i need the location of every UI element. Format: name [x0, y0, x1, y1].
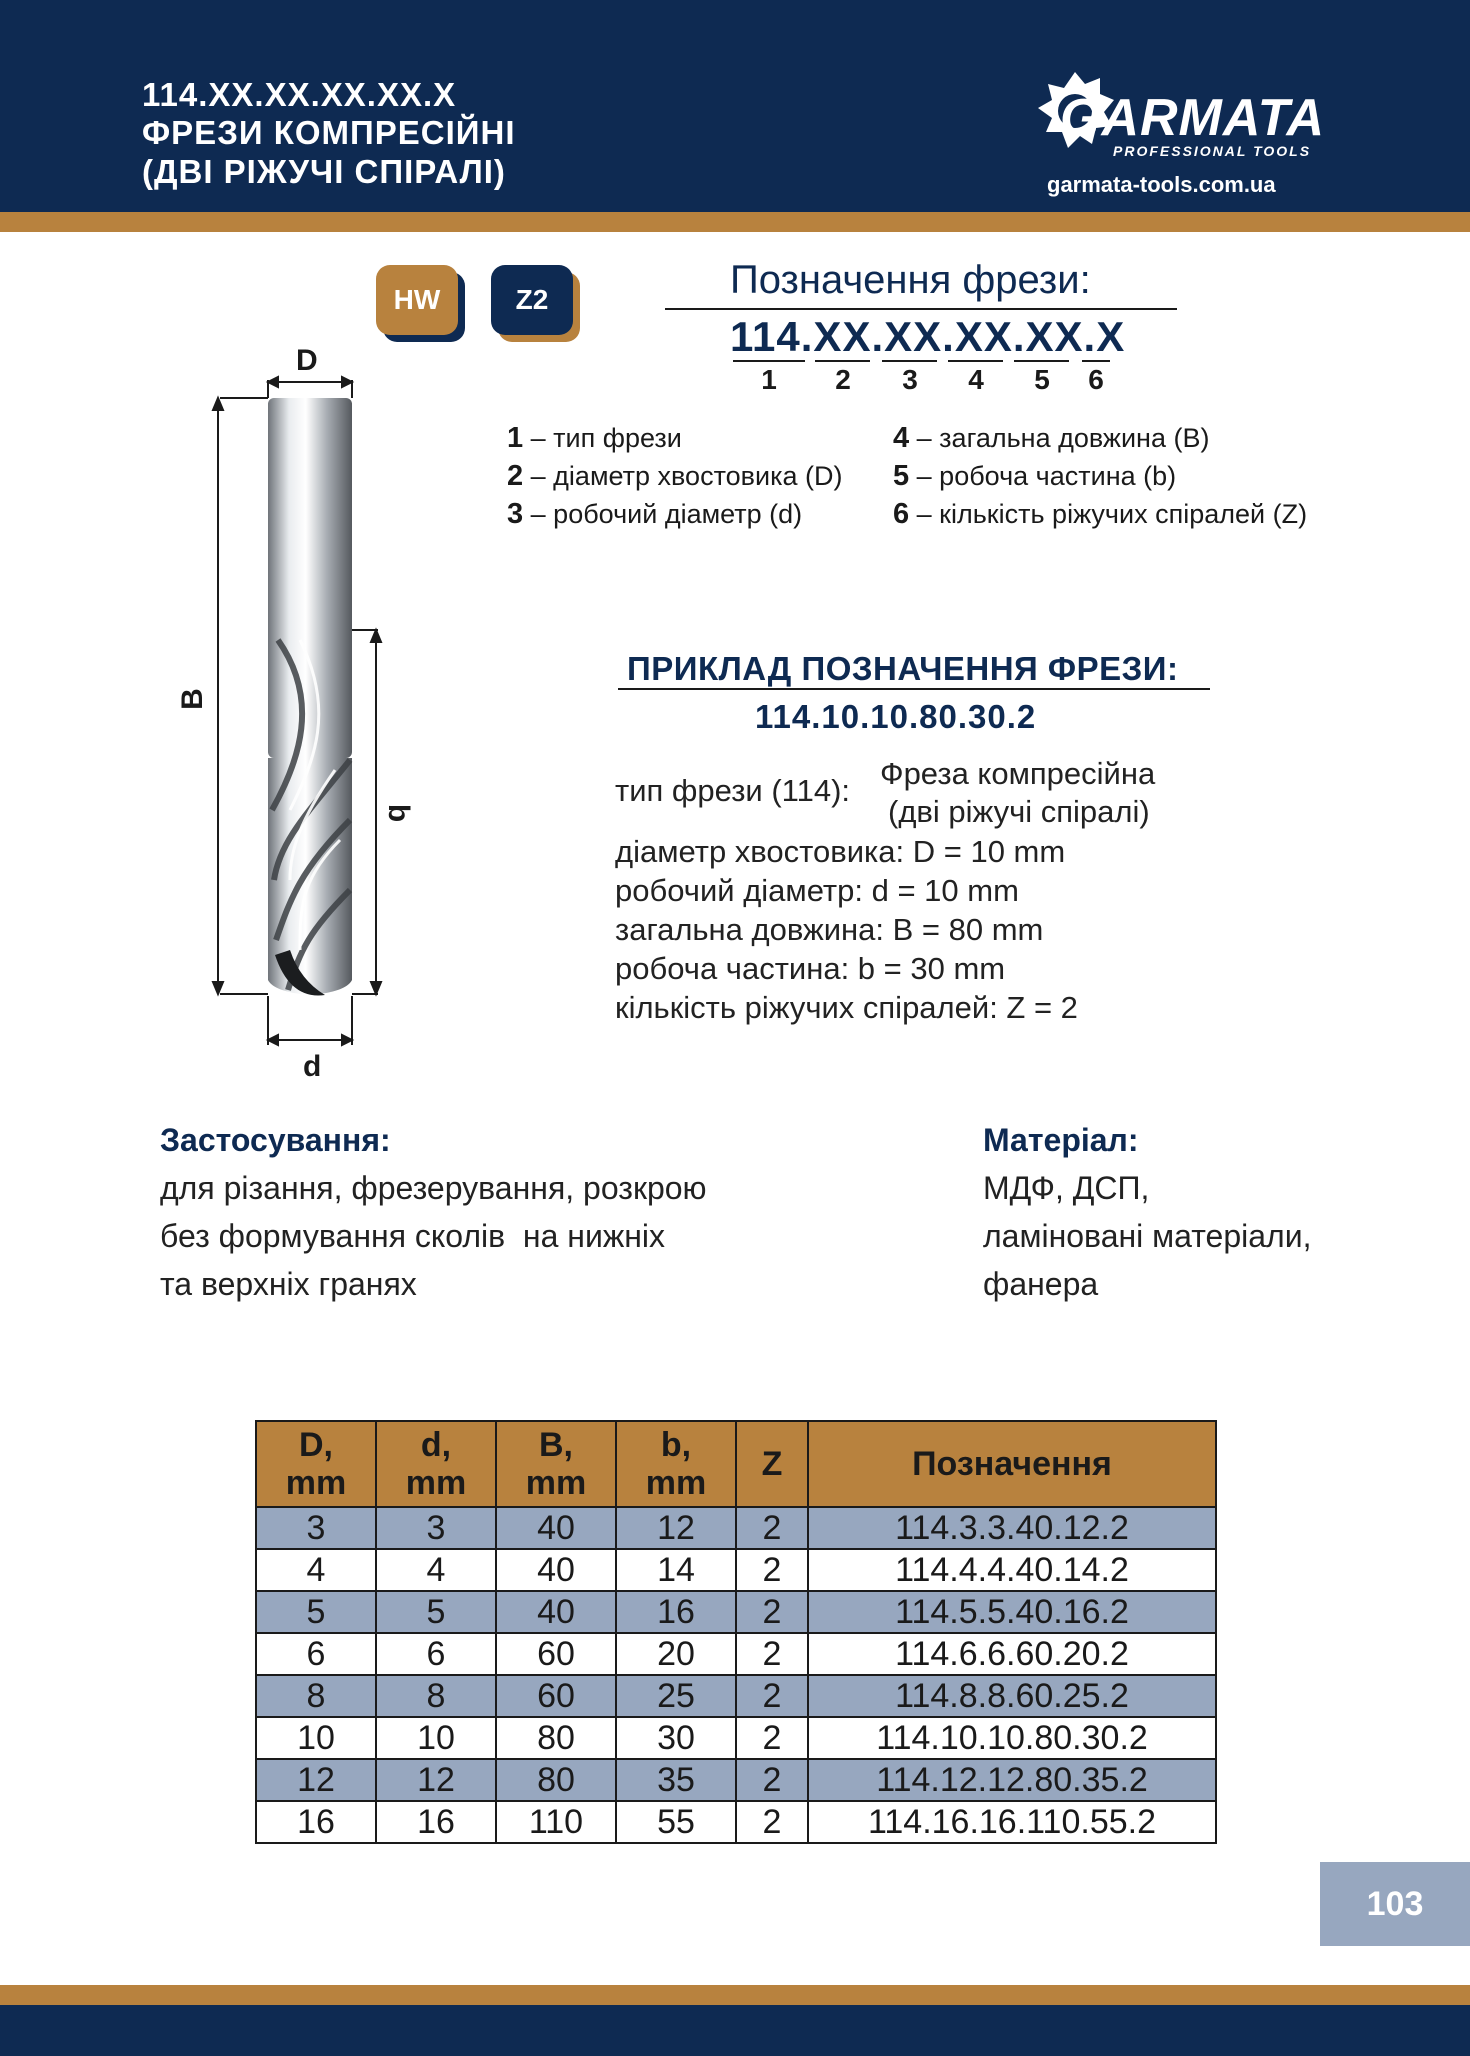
logo-wordmark: GARMATA	[1060, 89, 1326, 147]
table-cell: 16	[616, 1591, 736, 1633]
table-row	[256, 1591, 1216, 1633]
table-row	[256, 1549, 1216, 1591]
designation-rule	[665, 308, 1177, 310]
table-cell: 25	[616, 1675, 736, 1717]
legend-item: 6 – кількість ріжучих спіралей (Z)	[893, 498, 1308, 530]
legend-item: 1 – тип фрези	[507, 422, 682, 454]
designation-title: Позначення фрези:	[730, 258, 1091, 302]
column-header: Позначення	[808, 1421, 1216, 1507]
table-cell: 20	[616, 1633, 736, 1675]
website-link[interactable]: garmata-tools.com.ua	[1047, 172, 1276, 197]
segment-underline	[948, 360, 1003, 362]
page-subtitle: (ДВІ РІЖУЧІ СПІРАЛІ)	[142, 153, 506, 190]
table-cell: 2	[736, 1507, 808, 1549]
legend-item: 4 – загальна довжина (B)	[893, 422, 1210, 454]
example-type-value: Фреза компресійна	[880, 756, 1156, 791]
application-text: для різання, фрезерування, розкрою	[160, 1170, 707, 1206]
table-cell: 114.8.8.60.25.2	[808, 1675, 1216, 1717]
legend-item: 5 – робоча частина (b)	[893, 460, 1177, 492]
column-header: D, mm	[256, 1421, 376, 1507]
example-type-value: (дві ріжучі спіралі)	[888, 794, 1150, 829]
table-cell: 114.3.3.40.12.2	[808, 1507, 1216, 1549]
page-number: 103	[1366, 1885, 1424, 1923]
application-text: без формування сколів на нижніх	[160, 1218, 666, 1254]
example-line-Z: кількість ріжучих спіралей: Z = 2	[615, 990, 1078, 1025]
table-cell: 8	[256, 1675, 376, 1717]
segment-number: 6	[1088, 364, 1104, 395]
table-cell: 16	[376, 1801, 496, 1843]
table-cell: 6	[376, 1633, 496, 1675]
table-row	[256, 1759, 1216, 1801]
table-cell: 3	[376, 1507, 496, 1549]
table-cell: 10	[376, 1717, 496, 1759]
table-cell: 114.6.6.60.20.2	[808, 1633, 1216, 1675]
table-cell: 12	[256, 1759, 376, 1801]
page-title-code: 114.XX.XX.XX.XX.X	[142, 76, 457, 113]
example-title: ПРИКЛАД ПОЗНАЧЕННЯ ФРЕЗИ:	[627, 650, 1179, 687]
page-title: ФРЕЗИ КОМПРЕСІЙНІ	[142, 114, 516, 151]
example-code: 114.10.10.80.30.2	[755, 698, 1037, 735]
example-line-d: робочий діаметр: d = 10 mm	[615, 873, 1019, 908]
segment-number: 2	[835, 364, 851, 395]
legend-item: 2 – діаметр хвостовика (D)	[507, 460, 843, 492]
table-cell: 60	[496, 1675, 616, 1717]
table-cell: 114.5.5.40.16.2	[808, 1591, 1216, 1633]
legend-item: 3 – робочий діаметр (d)	[507, 498, 803, 530]
segment-number: 4	[968, 364, 984, 395]
table-row	[256, 1633, 1216, 1675]
column-header: Z	[736, 1421, 808, 1507]
column-header: d, mm	[376, 1421, 496, 1507]
table-header-row	[256, 1421, 1216, 1507]
table-cell: 5	[256, 1591, 376, 1633]
segment-number: 5	[1034, 364, 1050, 395]
table-cell: 110	[496, 1801, 616, 1843]
segment-underline	[882, 360, 937, 362]
table-row	[256, 1507, 1216, 1549]
designation-code: 114.XX.XX.XX.XX.X	[730, 313, 1126, 360]
table-cell: 80	[496, 1759, 616, 1801]
table-cell: 2	[736, 1591, 808, 1633]
column-header: b, mm	[616, 1421, 736, 1507]
table-cell: 114.10.10.80.30.2	[808, 1717, 1216, 1759]
table-cell: 2	[736, 1801, 808, 1843]
table-cell: 16	[256, 1801, 376, 1843]
table-cell: 2	[736, 1717, 808, 1759]
table-cell: 12	[616, 1507, 736, 1549]
table-cell: 4	[256, 1549, 376, 1591]
table-cell: 2	[736, 1759, 808, 1801]
example-rule	[618, 688, 1210, 690]
table-cell: 6	[256, 1633, 376, 1675]
table-cell: 40	[496, 1549, 616, 1591]
dimension-label-b: b	[382, 803, 416, 823]
table-cell: 14	[616, 1549, 736, 1591]
column-header: B, mm	[496, 1421, 616, 1507]
segment-underline	[815, 360, 870, 362]
table-cell: 2	[736, 1549, 808, 1591]
table-cell: 60	[496, 1633, 616, 1675]
table-cell: 80	[496, 1717, 616, 1759]
footer-band	[0, 2005, 1470, 2056]
example-type-label: тип фрези (114):	[615, 773, 851, 808]
table-cell: 30	[616, 1717, 736, 1759]
segment-number: 3	[902, 364, 918, 395]
application-title: Застосування:	[160, 1122, 391, 1158]
example-line-B: загальна довжина: B = 80 mm	[615, 912, 1044, 947]
table-cell: 10	[256, 1717, 376, 1759]
table-row	[256, 1801, 1216, 1843]
table-cell: 114.4.4.40.14.2	[808, 1549, 1216, 1591]
spirals-badge-z2: Z2	[491, 265, 573, 335]
router-bit-diagram	[150, 340, 450, 1100]
table-cell: 5	[376, 1591, 496, 1633]
table-cell: 3	[256, 1507, 376, 1549]
dimension-label-B: B	[175, 688, 209, 710]
table-cell: 12	[376, 1759, 496, 1801]
table-row	[256, 1717, 1216, 1759]
material-text: фанера	[983, 1266, 1099, 1302]
table-cell: 35	[616, 1759, 736, 1801]
table-cell: 114.16.16.110.55.2	[808, 1801, 1216, 1843]
table-cell: 40	[496, 1591, 616, 1633]
spec-table	[255, 1420, 1217, 1844]
example-line-D: діаметр хвостовика: D = 10 mm	[615, 834, 1066, 869]
dimension-label-D: D	[296, 344, 318, 377]
segment-underline	[733, 360, 805, 362]
application-text: та верхніх гранях	[160, 1266, 417, 1302]
segment-underline	[1014, 360, 1069, 362]
material-title: Матеріал:	[983, 1122, 1139, 1158]
segment-number: 1	[761, 364, 777, 395]
table-cell: 2	[736, 1675, 808, 1717]
table-cell: 4	[376, 1549, 496, 1591]
example-line-b: робоча частина: b = 30 mm	[615, 951, 1006, 986]
header-stripe	[0, 212, 1470, 232]
material-text: МДФ, ДСП,	[983, 1170, 1150, 1206]
material-badge-hw: HW	[376, 265, 458, 335]
table-cell: 55	[616, 1801, 736, 1843]
table-row	[256, 1675, 1216, 1717]
table-cell: 8	[376, 1675, 496, 1717]
table-cell: 40	[496, 1507, 616, 1549]
material-text: ламіновані матеріали,	[983, 1218, 1312, 1254]
segment-underline	[1082, 360, 1110, 362]
dimension-label-d: d	[303, 1050, 322, 1083]
logo-tagline: PROFESSIONAL TOOLS	[1113, 143, 1312, 159]
footer-stripe	[0, 1985, 1470, 2005]
table-cell: 2	[736, 1633, 808, 1675]
table-cell: 114.12.12.80.35.2	[808, 1759, 1216, 1801]
